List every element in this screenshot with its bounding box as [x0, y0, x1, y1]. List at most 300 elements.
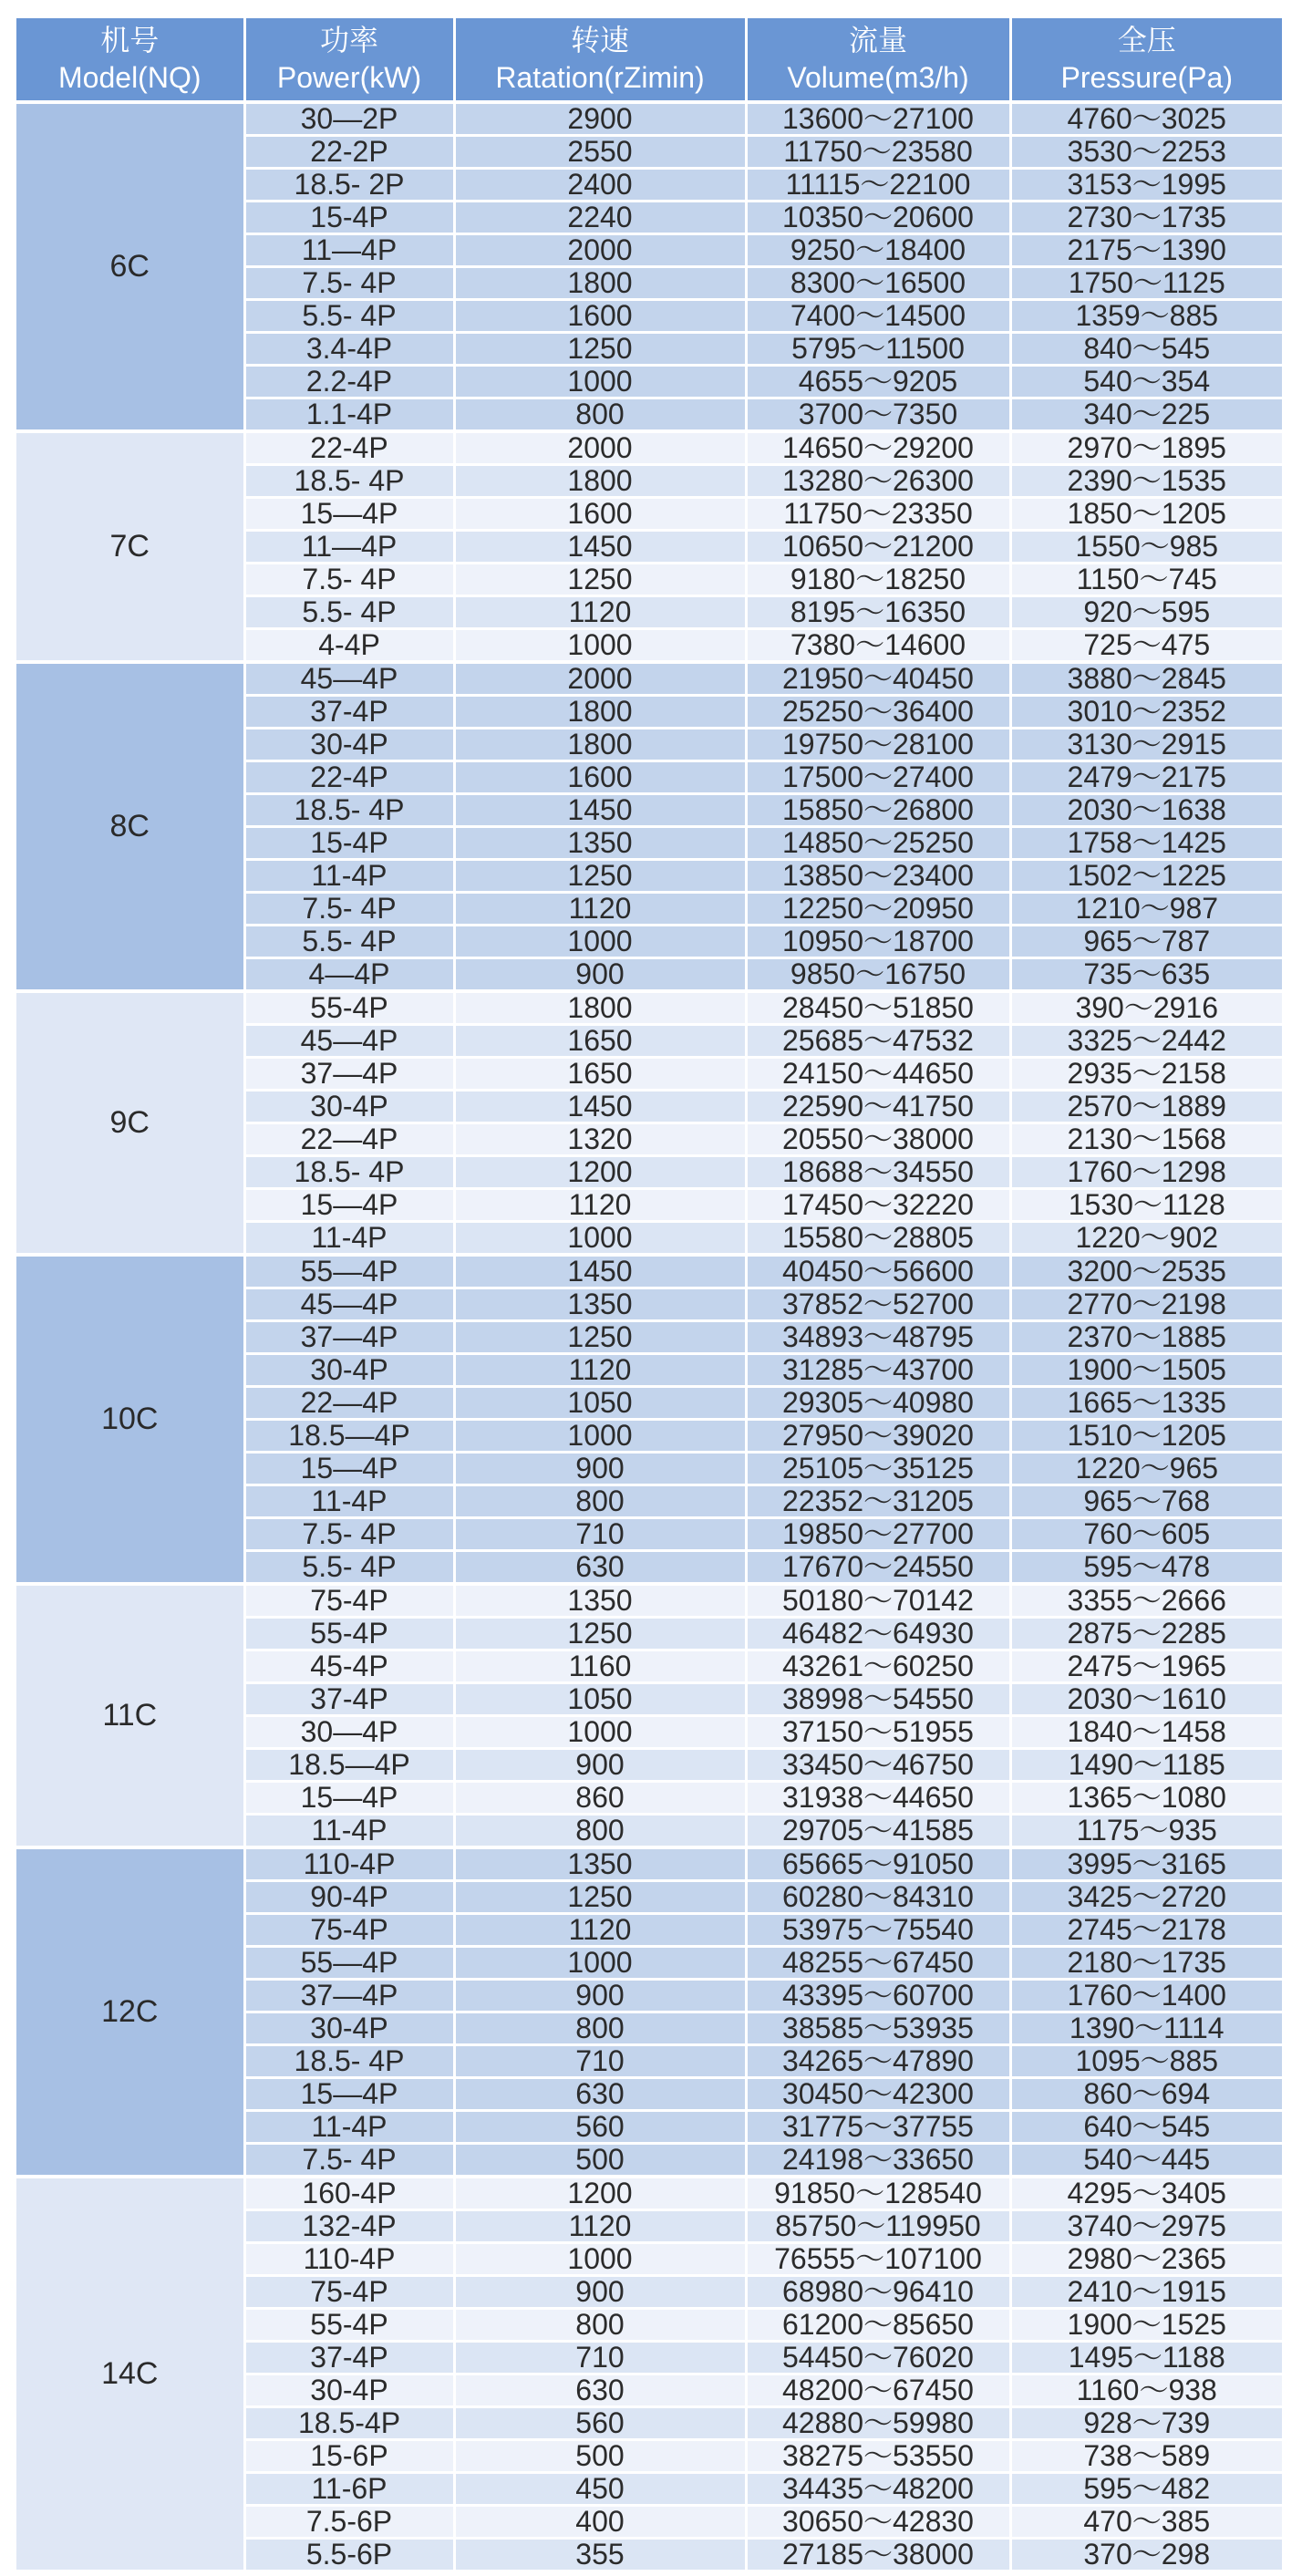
power-cell: 11-4P [244, 1815, 454, 1848]
rotation-cell: 710 [454, 2045, 746, 2078]
rotation-cell: 1120 [454, 1914, 746, 1947]
pressure-cell: 2180～1735 [1010, 1947, 1282, 1980]
volume-cell: 76555～107100 [746, 2243, 1010, 2276]
volume-cell: 54450～76020 [746, 2342, 1010, 2374]
rotation-cell: 1350 [454, 1847, 746, 1881]
power-cell: 11-4P [244, 1222, 454, 1256]
pressure-cell: 1095～885 [1010, 2045, 1282, 2078]
volume-cell: 28450～51850 [746, 991, 1010, 1025]
header-volume-en: Volume(m3/h) [787, 61, 969, 94]
pressure-cell: 1175～935 [1010, 1815, 1282, 1848]
pressure-cell: 1210～987 [1010, 893, 1282, 926]
rotation-cell: 1200 [454, 2177, 746, 2210]
table-header [16, 18, 1282, 102]
power-cell: 45—4P [244, 1025, 454, 1058]
power-cell: 110-4P [244, 1847, 454, 1881]
volume-cell: 5795～11500 [746, 333, 1010, 366]
pressure-cell: 2175～1390 [1010, 234, 1282, 267]
pressure-cell: 1760～1400 [1010, 1980, 1282, 2012]
rotation-cell: 900 [454, 1453, 746, 1485]
pressure-cell: 370～298 [1010, 2539, 1282, 2571]
table-row [16, 1584, 1282, 1618]
rotation-cell: 1000 [454, 1222, 746, 1256]
power-cell: 75-4P [244, 1914, 454, 1947]
model-group [16, 2177, 1282, 2570]
pressure-cell: 2745～2178 [1010, 1914, 1282, 1947]
model-group [16, 991, 1282, 1255]
volume-cell: 25685～47532 [746, 1025, 1010, 1058]
volume-cell: 7380～14600 [746, 629, 1010, 663]
rotation-cell: 1250 [454, 1321, 746, 1354]
rotation-cell: 630 [454, 2078, 746, 2111]
rotation-cell: 1450 [454, 1255, 746, 1288]
power-cell: 160-4P [244, 2177, 454, 2210]
power-cell: 11—4P [244, 234, 454, 267]
volume-cell: 10350～20600 [746, 202, 1010, 234]
rotation-cell: 1250 [454, 1618, 746, 1650]
pressure-cell: 3153～1995 [1010, 169, 1282, 202]
power-cell: 2.2-4P [244, 366, 454, 398]
power-cell: 7.5- 4P [244, 564, 454, 596]
pressure-cell: 1900～1525 [1010, 2309, 1282, 2342]
volume-cell: 19750～28100 [746, 729, 1010, 761]
volume-cell: 7400～14500 [746, 300, 1010, 333]
pressure-cell: 1550～985 [1010, 531, 1282, 564]
rotation-cell: 1120 [454, 1354, 746, 1387]
rotation-cell: 355 [454, 2539, 746, 2571]
power-cell: 45—4P [244, 1288, 454, 1321]
rotation-cell: 1000 [454, 1716, 746, 1749]
volume-cell: 15580～28805 [746, 1222, 1010, 1256]
rotation-cell: 900 [454, 958, 746, 992]
pressure-cell: 4760～3025 [1010, 102, 1282, 136]
volume-cell: 29305～40980 [746, 1387, 1010, 1420]
pressure-cell: 1490～1185 [1010, 1749, 1282, 1782]
power-cell: 22—4P [244, 1387, 454, 1420]
fan-performance-table [16, 18, 1282, 2570]
volume-cell: 19850～27700 [746, 1518, 1010, 1551]
volume-cell: 38275～53550 [746, 2440, 1010, 2473]
power-cell: 7.5- 4P [244, 267, 454, 300]
power-cell: 11—4P [244, 531, 454, 564]
rotation-cell: 900 [454, 1749, 746, 1782]
power-cell: 5.5- 4P [244, 596, 454, 629]
power-cell: 75-4P [244, 2276, 454, 2309]
pressure-cell: 928～739 [1010, 2407, 1282, 2440]
table-row [16, 991, 1282, 1025]
volume-cell: 12250～20950 [746, 893, 1010, 926]
volume-cell: 38585～53935 [746, 2012, 1010, 2045]
rotation-cell: 1000 [454, 2243, 746, 2276]
rotation-cell: 1000 [454, 926, 746, 958]
rotation-cell: 710 [454, 2342, 746, 2374]
volume-cell: 11750～23580 [746, 136, 1010, 169]
volume-cell: 17670～24550 [746, 1551, 1010, 1585]
volume-cell: 13280～26300 [746, 465, 1010, 498]
volume-cell: 91850～128540 [746, 2177, 1010, 2210]
table-row [16, 1255, 1282, 1288]
pressure-cell: 2570～1889 [1010, 1091, 1282, 1123]
rotation-cell: 1250 [454, 564, 746, 596]
power-cell: 30-4P [244, 729, 454, 761]
volume-cell: 11115～22100 [746, 169, 1010, 202]
model-cell: 6C [16, 102, 244, 431]
rotation-cell: 1600 [454, 498, 746, 531]
rotation-cell: 1450 [454, 794, 746, 827]
rotation-cell: 1250 [454, 1881, 746, 1914]
pressure-cell: 1502～1225 [1010, 860, 1282, 893]
rotation-cell: 1250 [454, 333, 746, 366]
pressure-cell: 1900～1505 [1010, 1354, 1282, 1387]
power-cell: 4-4P [244, 629, 454, 663]
power-cell: 15—4P [244, 1453, 454, 1485]
pressure-cell: 1530～1128 [1010, 1189, 1282, 1222]
pressure-cell: 1150～745 [1010, 564, 1282, 596]
volume-cell: 24150～44650 [746, 1058, 1010, 1091]
volume-cell: 60280～84310 [746, 1881, 1010, 1914]
power-cell: 22-4P [244, 431, 454, 465]
volume-cell: 17450～32220 [746, 1189, 1010, 1222]
power-cell: 132-4P [244, 2210, 454, 2243]
model-group [16, 662, 1282, 991]
power-cell: 30-4P [244, 2374, 454, 2407]
rotation-cell: 800 [454, 398, 746, 432]
model-group [16, 1847, 1282, 2177]
header-power-cn: 功率 [319, 24, 378, 57]
power-cell: 18.5- 4P [244, 794, 454, 827]
pressure-cell: 738～589 [1010, 2440, 1282, 2473]
rotation-cell: 900 [454, 1980, 746, 2012]
volume-cell: 85750～119950 [746, 2210, 1010, 2243]
volume-cell: 27950～39020 [746, 1420, 1010, 1453]
pressure-cell: 4295～3405 [1010, 2177, 1282, 2210]
rotation-cell: 1000 [454, 629, 746, 663]
fan-spec-sheet [16, 18, 1282, 2570]
pressure-cell: 1840～1458 [1010, 1716, 1282, 1749]
power-cell: 37-4P [244, 696, 454, 729]
rotation-cell: 2000 [454, 234, 746, 267]
volume-cell: 37852～52700 [746, 1288, 1010, 1321]
power-cell: 3.4-4P [244, 333, 454, 366]
pressure-cell: 3995～3165 [1010, 1847, 1282, 1881]
model-group [16, 431, 1282, 662]
rotation-cell: 1800 [454, 267, 746, 300]
volume-cell: 24198～33650 [746, 2144, 1010, 2178]
rotation-cell: 1650 [454, 1058, 746, 1091]
pressure-cell: 2475～1965 [1010, 1650, 1282, 1683]
pressure-cell: 2030～1610 [1010, 1683, 1282, 1716]
pressure-cell: 1390～1114 [1010, 2012, 1282, 2045]
rotation-cell: 1120 [454, 2210, 746, 2243]
volume-cell: 30450～42300 [746, 2078, 1010, 2111]
power-cell: 15-4P [244, 202, 454, 234]
pressure-cell: 860～694 [1010, 2078, 1282, 2111]
volume-cell: 40450～56600 [746, 1255, 1010, 1288]
model-cell: 14C [16, 2177, 244, 2570]
rotation-cell: 1320 [454, 1123, 746, 1156]
volume-cell: 15850～26800 [746, 794, 1010, 827]
rotation-cell: 710 [454, 1518, 746, 1551]
pressure-cell: 1750～1125 [1010, 267, 1282, 300]
rotation-cell: 800 [454, 1815, 746, 1848]
power-cell: 18.5—4P [244, 1420, 454, 1453]
power-cell: 30-4P [244, 1091, 454, 1123]
volume-cell: 34265～47890 [746, 2045, 1010, 2078]
rotation-cell: 1450 [454, 1091, 746, 1123]
rotation-cell: 2240 [454, 202, 746, 234]
power-cell: 90-4P [244, 1881, 454, 1914]
rotation-cell: 1600 [454, 761, 746, 794]
rotation-cell: 560 [454, 2111, 746, 2144]
pressure-cell: 1220～902 [1010, 1222, 1282, 1256]
rotation-cell: 1050 [454, 1683, 746, 1716]
volume-cell: 8195～16350 [746, 596, 1010, 629]
power-cell: 37-4P [244, 2342, 454, 2374]
pressure-cell: 760～605 [1010, 1518, 1282, 1551]
rotation-cell: 1120 [454, 1189, 746, 1222]
volume-cell: 43261～60250 [746, 1650, 1010, 1683]
model-cell: 12C [16, 1847, 244, 2177]
model-cell: 9C [16, 991, 244, 1255]
pressure-cell: 1220～965 [1010, 1453, 1282, 1485]
power-cell: 15—4P [244, 2078, 454, 2111]
pressure-cell: 3200～2535 [1010, 1255, 1282, 1288]
power-cell: 55-4P [244, 1618, 454, 1650]
pressure-cell: 1665～1335 [1010, 1387, 1282, 1420]
volume-cell: 25250～36400 [746, 696, 1010, 729]
power-cell: 22-2P [244, 136, 454, 169]
power-cell: 30—2P [244, 102, 454, 136]
model-group [16, 1584, 1282, 1847]
rotation-cell: 1650 [454, 1025, 746, 1058]
pressure-cell: 735～635 [1010, 958, 1282, 992]
power-cell: 55-4P [244, 2309, 454, 2342]
header-rotation-cn: 转速 [570, 24, 629, 57]
pressure-cell: 1850～1205 [1010, 498, 1282, 531]
power-cell: 18.5—4P [244, 1749, 454, 1782]
volume-cell: 22352～31205 [746, 1485, 1010, 1518]
header-rotation [454, 18, 746, 102]
table-row [16, 1847, 1282, 1881]
pressure-cell: 2770～2198 [1010, 1288, 1282, 1321]
volume-cell: 61200～85650 [746, 2309, 1010, 2342]
volume-cell: 43395～60700 [746, 1980, 1010, 2012]
pressure-cell: 1758～1425 [1010, 827, 1282, 860]
volume-cell: 37150～51955 [746, 1716, 1010, 1749]
power-cell: 4—4P [244, 958, 454, 992]
model-cell: 10C [16, 1255, 244, 1584]
power-cell: 18.5- 2P [244, 169, 454, 202]
rotation-cell: 1800 [454, 729, 746, 761]
rotation-cell: 2400 [454, 169, 746, 202]
pressure-cell: 2980～2365 [1010, 2243, 1282, 2276]
volume-cell: 53975～75540 [746, 1914, 1010, 1947]
volume-cell: 8300～16500 [746, 267, 1010, 300]
volume-cell: 34893～48795 [746, 1321, 1010, 1354]
table-row [16, 431, 1282, 465]
volume-cell: 22590～41750 [746, 1091, 1010, 1123]
volume-cell: 14650～29200 [746, 431, 1010, 465]
pressure-cell: 3355～2666 [1010, 1584, 1282, 1618]
header-power [244, 18, 454, 102]
volume-cell: 3700～7350 [746, 398, 1010, 432]
power-cell: 15—4P [244, 1189, 454, 1222]
rotation-cell: 900 [454, 2276, 746, 2309]
volume-cell: 10650～21200 [746, 531, 1010, 564]
power-cell: 7.5- 4P [244, 893, 454, 926]
power-cell: 30—4P [244, 1716, 454, 1749]
power-cell: 18.5- 4P [244, 2045, 454, 2078]
power-cell: 45-4P [244, 1650, 454, 1683]
header-pressure-en: Pressure(Pa) [1060, 61, 1233, 94]
rotation-cell: 500 [454, 2440, 746, 2473]
volume-cell: 34435～48200 [746, 2473, 1010, 2506]
model-cell: 8C [16, 662, 244, 991]
volume-cell: 68980～96410 [746, 2276, 1010, 2309]
power-cell: 18.5- 4P [244, 1156, 454, 1189]
power-cell: 55-4P [244, 991, 454, 1025]
power-cell: 37-4P [244, 1683, 454, 1716]
header-volume-cn: 流量 [848, 24, 907, 57]
power-cell: 75-4P [244, 1584, 454, 1618]
rotation-cell: 800 [454, 1485, 746, 1518]
volume-cell: 11750～23350 [746, 498, 1010, 531]
power-cell: 37—4P [244, 1321, 454, 1354]
power-cell: 55—4P [244, 1255, 454, 1288]
pressure-cell: 725～475 [1010, 629, 1282, 663]
volume-cell: 25105～35125 [746, 1453, 1010, 1485]
rotation-cell: 1800 [454, 696, 746, 729]
header-row [16, 18, 1282, 102]
volume-cell: 17500～27400 [746, 761, 1010, 794]
power-cell: 30-4P [244, 2012, 454, 2045]
header-model-en: Model(NQ) [58, 61, 202, 94]
rotation-cell: 1000 [454, 1947, 746, 1980]
header-model [16, 18, 244, 102]
rotation-cell: 800 [454, 2012, 746, 2045]
table-row [16, 102, 1282, 136]
volume-cell: 4655～9205 [746, 366, 1010, 398]
volume-cell: 13850～23400 [746, 860, 1010, 893]
rotation-cell: 1800 [454, 991, 746, 1025]
pressure-cell: 3425～2720 [1010, 1881, 1282, 1914]
power-cell: 5.5-6P [244, 2539, 454, 2571]
table-row [16, 2177, 1282, 2210]
rotation-cell: 630 [454, 1551, 746, 1585]
pressure-cell: 340～225 [1010, 398, 1282, 432]
power-cell: 37—4P [244, 1058, 454, 1091]
power-cell: 15—4P [244, 498, 454, 531]
model-cell: 11C [16, 1584, 244, 1847]
volume-cell: 31285～43700 [746, 1354, 1010, 1387]
rotation-cell: 1350 [454, 1288, 746, 1321]
volume-cell: 31775～37755 [746, 2111, 1010, 2144]
pressure-cell: 840～545 [1010, 333, 1282, 366]
rotation-cell: 1000 [454, 1420, 746, 1453]
volume-cell: 48200～67450 [746, 2374, 1010, 2407]
power-cell: 37—4P [244, 1980, 454, 2012]
rotation-cell: 560 [454, 2407, 746, 2440]
volume-cell: 48255～67450 [746, 1947, 1010, 1980]
pressure-cell: 2935～2158 [1010, 1058, 1282, 1091]
header-pressure-cn: 全压 [1117, 24, 1176, 57]
pressure-cell: 2130～1568 [1010, 1123, 1282, 1156]
rotation-cell: 2000 [454, 662, 746, 696]
rotation-cell: 2000 [454, 431, 746, 465]
volume-cell: 14850～25250 [746, 827, 1010, 860]
power-cell: 7.5- 4P [244, 2144, 454, 2178]
volume-cell: 9180～18250 [746, 564, 1010, 596]
volume-cell: 27185～38000 [746, 2539, 1010, 2571]
pressure-cell: 1365～1080 [1010, 1782, 1282, 1815]
pressure-cell: 2390～1535 [1010, 465, 1282, 498]
rotation-cell: 1120 [454, 893, 746, 926]
model-group [16, 1255, 1282, 1584]
power-cell: 45—4P [244, 662, 454, 696]
pressure-cell: 920～595 [1010, 596, 1282, 629]
pressure-cell: 640～545 [1010, 2111, 1282, 2144]
rotation-cell: 400 [454, 2506, 746, 2539]
power-cell: 7.5-6P [244, 2506, 454, 2539]
model-cell: 7C [16, 431, 244, 662]
rotation-cell: 1160 [454, 1650, 746, 1683]
rotation-cell: 500 [454, 2144, 746, 2178]
volume-cell: 31938～44650 [746, 1782, 1010, 1815]
volume-cell: 33450～46750 [746, 1749, 1010, 1782]
pressure-cell: 2875～2285 [1010, 1618, 1282, 1650]
volume-cell: 13600～27100 [746, 102, 1010, 136]
volume-cell: 46482～64930 [746, 1618, 1010, 1650]
pressure-cell: 2479～2175 [1010, 761, 1282, 794]
pressure-cell: 1495～1188 [1010, 2342, 1282, 2374]
power-cell: 11-6P [244, 2473, 454, 2506]
power-cell: 5.5- 4P [244, 300, 454, 333]
rotation-cell: 1350 [454, 827, 746, 860]
pressure-cell: 595～478 [1010, 1551, 1282, 1585]
rotation-cell: 1600 [454, 300, 746, 333]
volume-cell: 18688～34550 [746, 1156, 1010, 1189]
rotation-cell: 630 [454, 2374, 746, 2407]
pressure-cell: 390～2916 [1010, 991, 1282, 1025]
rotation-cell: 1120 [454, 596, 746, 629]
rotation-cell: 860 [454, 1782, 746, 1815]
header-rotation-en: Ratation(rZimin) [495, 61, 705, 94]
rotation-cell: 1350 [454, 1584, 746, 1618]
rotation-cell: 1200 [454, 1156, 746, 1189]
power-cell: 15-4P [244, 827, 454, 860]
rotation-cell: 2900 [454, 102, 746, 136]
power-cell: 22-4P [244, 761, 454, 794]
model-group [16, 102, 1282, 431]
rotation-cell: 450 [454, 2473, 746, 2506]
pressure-cell: 1359～885 [1010, 300, 1282, 333]
power-cell: 30-4P [244, 1354, 454, 1387]
volume-cell: 29705～41585 [746, 1815, 1010, 1848]
pressure-cell: 3325～2442 [1010, 1025, 1282, 1058]
pressure-cell: 595～482 [1010, 2473, 1282, 2506]
pressure-cell: 3010～2352 [1010, 696, 1282, 729]
pressure-cell: 3740～2975 [1010, 2210, 1282, 2243]
pressure-cell: 3130～2915 [1010, 729, 1282, 761]
power-cell: 55—4P [244, 1947, 454, 1980]
pressure-cell: 3880～2845 [1010, 662, 1282, 696]
rotation-cell: 1250 [454, 860, 746, 893]
volume-cell: 50180～70142 [746, 1584, 1010, 1618]
rotation-cell: 1000 [454, 366, 746, 398]
volume-cell: 10950～18700 [746, 926, 1010, 958]
volume-cell: 9250～18400 [746, 234, 1010, 267]
rotation-cell: 1800 [454, 465, 746, 498]
